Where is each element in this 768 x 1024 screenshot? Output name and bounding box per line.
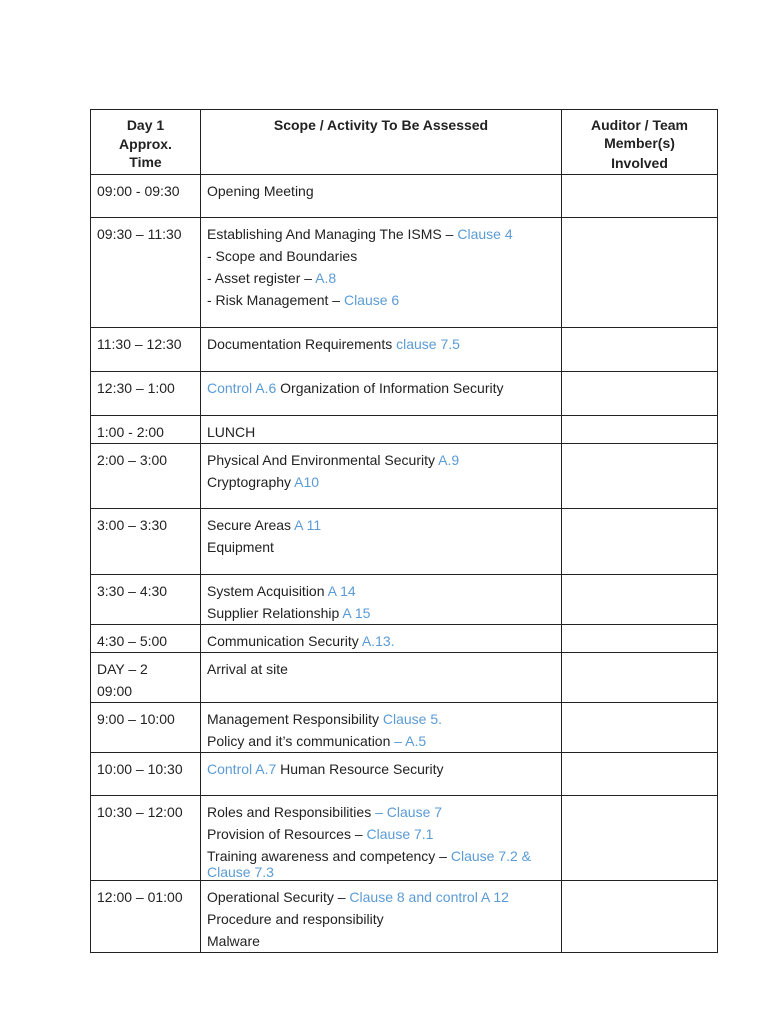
time-cell-content: [91, 881, 200, 908]
auditor-cell: [562, 703, 718, 753]
activity-line: [207, 223, 555, 245]
time-cell: [91, 653, 201, 703]
time-cell: [91, 218, 201, 328]
activity-cell-content: [201, 372, 561, 399]
activity-cell: [201, 653, 562, 703]
time-text: 10:30 – 12:00: [97, 804, 183, 820]
table-row: [91, 703, 718, 753]
activity-text: Secure Areas: [207, 517, 295, 533]
table-header-row: [91, 110, 718, 175]
auditor-cell: [562, 509, 718, 575]
time-cell: [91, 444, 201, 509]
activity-cell: [201, 372, 562, 416]
time-text: 11:30 – 12:30: [97, 336, 182, 352]
auditor-cell: [562, 653, 718, 703]
activity-line: [207, 580, 555, 602]
activity-cell: [201, 753, 562, 796]
activity-line: [207, 908, 555, 930]
audit-schedule-table: [90, 109, 718, 953]
activity-line: [207, 801, 555, 823]
activity-text: Physical And Environmental Security: [207, 452, 439, 468]
time-text: 2:00 – 3:00: [97, 452, 168, 468]
table-row: [91, 175, 718, 218]
time-cell: [91, 509, 201, 575]
clause-reference: A.13.: [361, 633, 395, 649]
activity-text: Policy and it’s communication: [207, 733, 395, 749]
activity-line: [207, 845, 555, 880]
activity-line: [207, 289, 555, 311]
activity-cell-content: [201, 881, 561, 952]
activity-text: Training awareness and competency –: [207, 848, 451, 864]
activity-text: Operational Security –: [207, 889, 350, 905]
activity-text: Organization of Information Security: [276, 380, 504, 396]
time-text: 3:00 – 3:30: [97, 517, 168, 533]
activity-text: Malware: [207, 933, 260, 949]
table-row: [91, 625, 718, 653]
time-cell-content: [91, 575, 200, 602]
activity-cell-content: [201, 575, 561, 624]
clause-reference: Clause 5.: [382, 711, 443, 727]
activity-text: LUNCH: [207, 424, 256, 440]
time-text: 4:30 – 5:00: [97, 633, 168, 649]
clause-reference: A10: [294, 474, 320, 490]
activity-text: Procedure and responsibility: [207, 911, 384, 927]
clause-reference: A 15: [342, 605, 371, 621]
activity-cell: [201, 881, 562, 953]
header-auditor: [562, 110, 718, 175]
auditor-cell: [562, 218, 718, 328]
activity-line: [207, 377, 555, 399]
time-cell-content: [91, 753, 200, 780]
activity-cell-content: [201, 175, 561, 202]
header-auditor-line: Member(s): [604, 135, 675, 151]
table-row: [91, 653, 718, 703]
activity-text: Arrival at site: [207, 661, 288, 677]
table-row: [91, 575, 718, 625]
activity-line: [207, 630, 555, 652]
activity-cell-content: [201, 328, 561, 355]
table-row: [91, 416, 718, 444]
activity-text: Documentation Requirements: [207, 336, 397, 352]
auditor-cell: [562, 444, 718, 509]
table-row: [91, 753, 718, 796]
activity-cell: [201, 796, 562, 881]
clause-reference: Clause 7.2 & Clause 7.3: [207, 848, 532, 880]
activity-line: [207, 180, 555, 202]
activity-line: [207, 245, 555, 267]
time-text: 09:00 - 09:30: [97, 183, 180, 199]
clause-reference: Clause 4: [457, 226, 513, 242]
activity-cell: [201, 444, 562, 509]
clause-reference: clause 7.5: [396, 336, 460, 352]
activity-cell-content: [201, 653, 561, 680]
table-row: [91, 444, 718, 509]
time-cell-content: [91, 218, 200, 245]
activity-cell-content: [201, 444, 561, 493]
activity-cell-content: [201, 416, 561, 443]
time-cell-content: [91, 509, 200, 536]
time-cell-content: [91, 328, 200, 355]
activity-cell-content: [201, 218, 561, 311]
header-time-line: Day 1: [126, 117, 165, 133]
auditor-cell: [562, 753, 718, 796]
clause-reference: Control A.7: [207, 761, 277, 777]
header-time: [91, 110, 201, 175]
table-row: [91, 372, 718, 416]
activity-line: [207, 267, 555, 289]
header-time-line: Approx.: [119, 136, 172, 152]
activity-text: Provision of Resources –: [207, 826, 367, 842]
table-row: [91, 328, 718, 372]
activity-cell: [201, 175, 562, 218]
header-auditor-line: Involved: [611, 155, 668, 171]
time-text: 3:30 – 4:30: [97, 583, 168, 599]
header-activity-label: Scope / Activity To Be Assessed: [273, 117, 489, 133]
activity-line: [207, 658, 555, 680]
auditor-cell: [562, 881, 718, 953]
auditor-cell: [562, 575, 718, 625]
activity-text: Cryptography: [207, 474, 295, 490]
activity-text: - Asset register –: [207, 270, 316, 286]
time-text: 09:30 – 11:30: [97, 226, 182, 242]
activity-text: Human Resource Security: [276, 761, 444, 777]
activity-cell-content: [201, 753, 561, 780]
time-cell: [91, 416, 201, 444]
auditor-cell: [562, 175, 718, 218]
clause-reference: – Clause 7: [375, 804, 443, 820]
header-time-line: Time: [129, 154, 162, 170]
time-cell-content: [91, 653, 200, 702]
activity-text: Communication Security: [207, 633, 362, 649]
activity-line: [207, 449, 555, 471]
activity-line: [207, 602, 555, 624]
time-cell-content: [91, 796, 200, 823]
time-cell: [91, 175, 201, 218]
clause-reference: Clause 8 and control A 12: [349, 889, 509, 905]
table-body: [91, 175, 718, 953]
activity-line: [207, 514, 555, 536]
activity-line: [207, 333, 555, 355]
activity-text: Supplier Relationship: [207, 605, 343, 621]
auditor-cell: [562, 796, 718, 881]
activity-line: [207, 421, 555, 443]
activity-line: [207, 536, 555, 558]
activity-text: - Risk Management –: [207, 292, 344, 308]
time-text: DAY – 2: [97, 661, 148, 677]
time-text: 10:00 – 10:30: [97, 761, 183, 777]
time-cell: [91, 575, 201, 625]
time-text: 9:00 – 10:00: [97, 711, 175, 727]
clause-reference: A 14: [327, 583, 356, 599]
activity-text: Establishing And Managing The ISMS –: [207, 226, 458, 242]
auditor-cell: [562, 625, 718, 653]
activity-cell: [201, 625, 562, 653]
activity-cell: [201, 218, 562, 328]
time-cell: [91, 328, 201, 372]
auditor-cell: [562, 416, 718, 444]
time-cell-content: [91, 372, 200, 399]
clause-reference: – A.5: [394, 733, 427, 749]
activity-line: [207, 708, 555, 730]
activity-cell: [201, 509, 562, 575]
activity-line: [207, 471, 555, 493]
activity-text: Equipment: [207, 539, 274, 555]
activity-text: System Acquisition: [207, 583, 328, 599]
activity-text: Roles and Responsibilities: [207, 804, 376, 820]
clause-reference: A.9: [438, 452, 460, 468]
auditor-cell: [562, 328, 718, 372]
time-text: 09:00: [97, 683, 133, 699]
time-text: 1:00 - 2:00: [97, 424, 164, 440]
activity-line: [207, 930, 555, 952]
header-auditor-line: Auditor / Team: [591, 117, 688, 133]
activity-cell-content: [201, 509, 561, 558]
activity-line: [207, 758, 555, 780]
activity-cell: [201, 328, 562, 372]
activity-line: [207, 823, 555, 845]
activity-text: - Scope and Boundaries: [207, 248, 358, 264]
time-cell: [91, 881, 201, 953]
time-cell: [91, 703, 201, 753]
header-activity: [201, 110, 562, 175]
time-cell-content: [91, 416, 200, 443]
activity-line: [207, 730, 555, 752]
clause-reference: A 11: [294, 517, 322, 533]
table-row: [91, 881, 718, 953]
time-cell-content: [91, 625, 200, 652]
activity-text: Management Responsibility: [207, 711, 383, 727]
time-cell: [91, 625, 201, 653]
auditor-cell: [562, 372, 718, 416]
activity-cell: [201, 703, 562, 753]
table-row: [91, 796, 718, 881]
table-row: [91, 218, 718, 328]
clause-reference: A.8: [315, 270, 337, 286]
activity-line: [207, 886, 555, 908]
activity-cell: [201, 575, 562, 625]
time-text: 12:30 – 1:00: [97, 380, 175, 396]
time-cell-content: [91, 703, 200, 730]
table-row: [91, 509, 718, 575]
time-text: 12:00 – 01:00: [97, 889, 183, 905]
time-cell-content: [91, 444, 200, 471]
activity-text: Opening Meeting: [207, 183, 314, 199]
time-cell: [91, 372, 201, 416]
activity-cell-content: [201, 796, 561, 880]
clause-reference: Clause 7.1: [366, 826, 434, 842]
clause-reference: Clause 6: [343, 292, 400, 308]
time-cell-content: [91, 175, 200, 202]
time-cell: [91, 753, 201, 796]
time-cell: [91, 796, 201, 881]
activity-cell-content: [201, 703, 561, 752]
activity-cell: [201, 416, 562, 444]
clause-reference: Control A.6: [207, 380, 277, 396]
activity-cell-content: [201, 625, 561, 652]
